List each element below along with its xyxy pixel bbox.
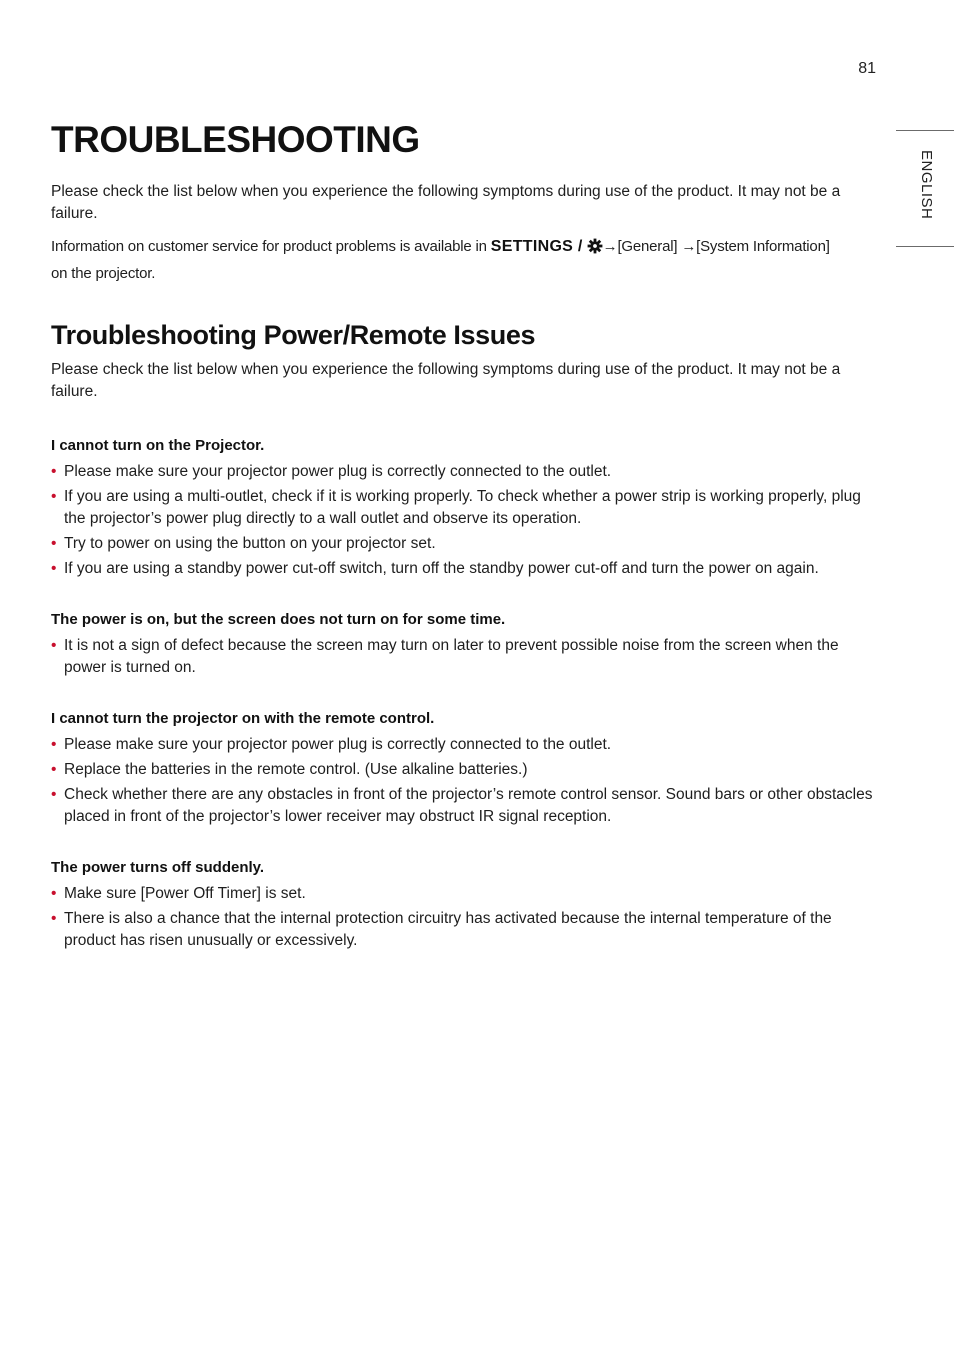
- gear-icon: [587, 238, 603, 254]
- list-item: • Try to power on using the button on your projector set.: [51, 533, 877, 555]
- side-rule-bottom: [896, 246, 954, 247]
- list-item: • Replace the batteries in the remote control. (Use alkaline batteries.): [51, 759, 877, 781]
- list-item: • It is not a sign of defect because the screen may turn on later to prevent possible noise from the screen when the power is turned on.: [51, 635, 877, 679]
- symptom-block: [51, 436, 877, 580]
- symptom-title: The power turns off suddenly.: [51, 858, 265, 876]
- list-item: • Please make sure your projector power plug is correctly connected to the outlet.: [51, 461, 877, 483]
- system-information-menu: [System Information]: [696, 237, 830, 255]
- section-title: Troubleshooting Power/Remote Issues: [51, 319, 536, 350]
- solution-list: [51, 461, 877, 580]
- arrow-icon: →: [602, 237, 618, 255]
- info-text-before: Information on customer service for product problems is available in: [51, 237, 491, 255]
- solution-list: [51, 883, 877, 952]
- symptom-block: [51, 709, 877, 828]
- arrow-icon: →: [681, 237, 697, 255]
- section-intro: Please check the list below when you experience the following symptoms during use of the product. It may not be a failure.: [51, 360, 841, 400]
- page-number: 81: [858, 60, 876, 77]
- side-rule-top: [896, 130, 954, 131]
- list-item: • There is also a chance that the internal protection circuitry has activated because the internal temperature of the product has risen unusually or excessively.: [51, 908, 877, 952]
- solution-list: [51, 635, 877, 679]
- language-tab: ENGLISH: [918, 150, 935, 220]
- list-item: • Please make sure your projector power plug is correctly connected to the outlet.: [51, 734, 877, 756]
- list-item: • If you are using a standby power cut-off switch, turn off the standby power cut-off and turn the power on again.: [51, 558, 877, 580]
- list-item: • If you are using a multi-outlet, check if it is working properly. To check whether a power strip is working properly, plug the projector’s power plug directly to a wall outlet and observe its operation.: [51, 486, 877, 530]
- info-text-after: on the projector.: [51, 264, 156, 282]
- info-paragraph: [51, 233, 877, 287]
- symptom-title: I cannot turn on the Projector.: [51, 436, 265, 454]
- list-item: • Make sure [Power Off Timer] is set.: [51, 883, 877, 905]
- symptom-title: I cannot turn the projector on with the remote control.: [51, 709, 435, 727]
- symptom-title: The power is on, but the screen does not turn on for some time.: [51, 610, 506, 628]
- solution-list: [51, 734, 877, 828]
- intro-paragraph: Please check the list below when you experience the following symptoms during use of the product. It may not be a failure.: [51, 182, 841, 222]
- settings-label: SETTINGS /: [490, 237, 583, 255]
- symptom-block: [51, 610, 877, 679]
- symptom-block: [51, 858, 877, 952]
- page-content: [51, 120, 877, 955]
- general-menu: [General]: [617, 237, 678, 255]
- page-title: TROUBLESHOOTING: [51, 119, 420, 160]
- list-item: • Check whether there are any obstacles in front of the projector’s remote control sensor. Sound bars or other obstacles placed in front of the projector’s lower receiver may obstruct IR signal reception.: [51, 784, 877, 828]
